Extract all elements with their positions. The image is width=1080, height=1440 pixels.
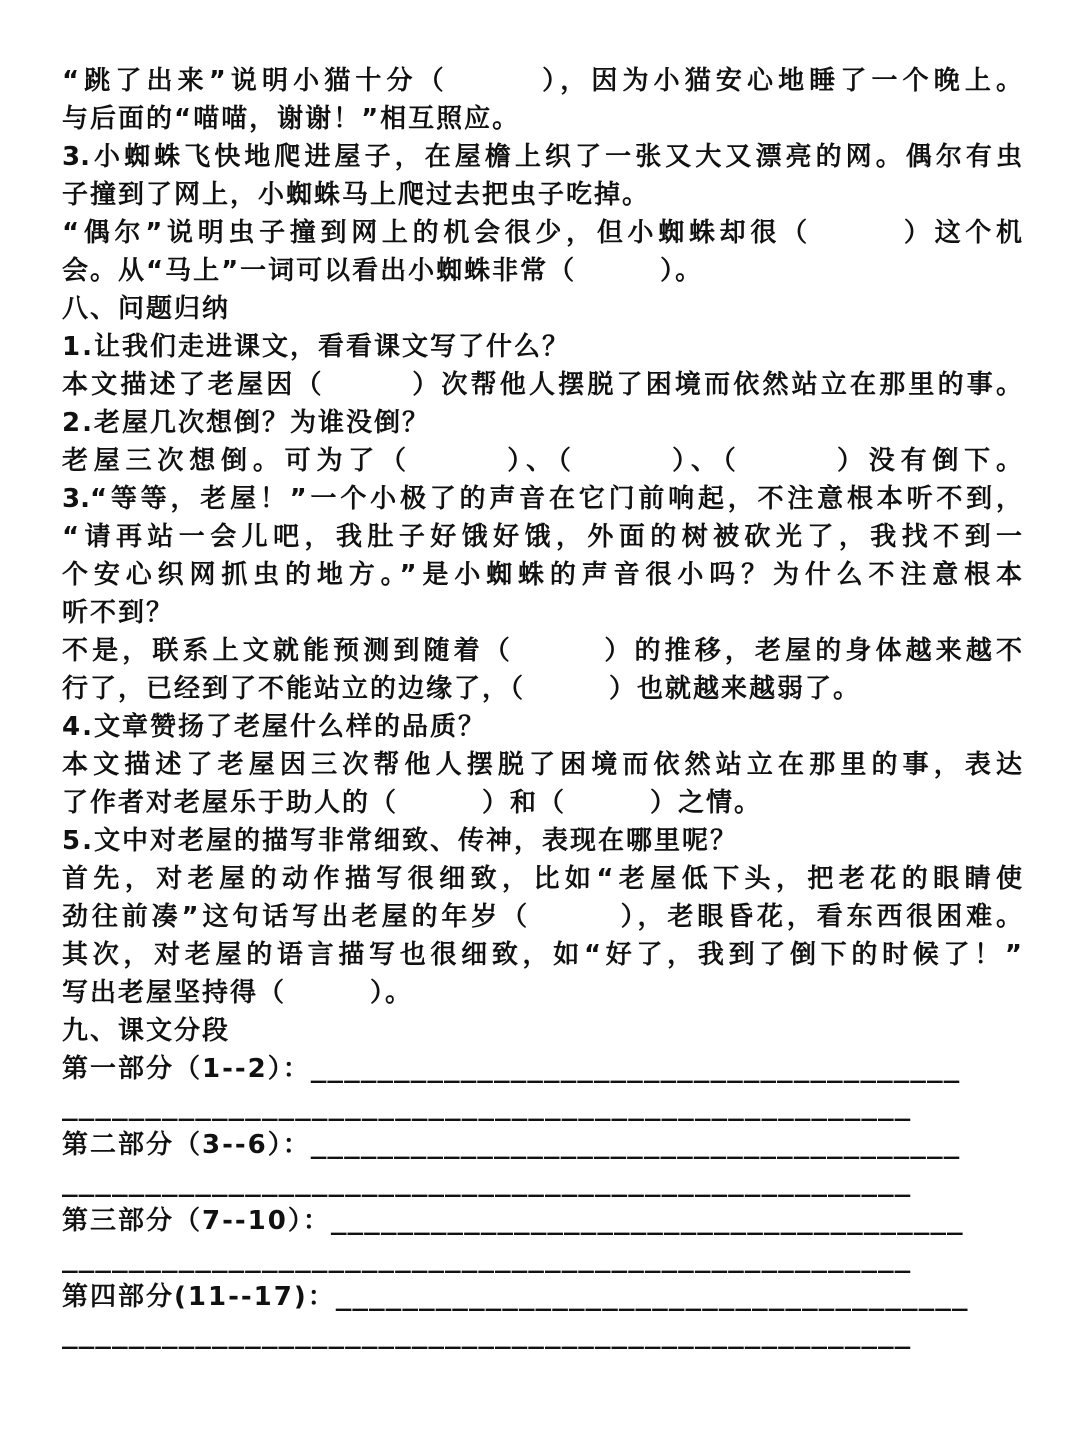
segment-row xyxy=(62,1050,1022,1088)
text-line: 子撞到了网上，小蜘蛛马上爬过去把虫子吃掉。 xyxy=(62,180,651,210)
question: 1.让我们走进课文，看看课文写了什么？ xyxy=(62,332,570,362)
answer-blank[interactable]: ___________________________________________________ xyxy=(62,1168,912,1198)
section-heading: 八、问题归纳 xyxy=(62,294,231,324)
segment-row xyxy=(62,1202,1022,1240)
text-line: 不是，联系上文就能预测到随着（ ）的推移，老屋的身体越来越不 xyxy=(62,636,1022,666)
text-line: 了作者对老屋乐于助人的（ ）和（ ）之情。 xyxy=(62,788,763,818)
text-line: 行了，已经到了不能站立的边缘了，（ ）也就越来越弱了。 xyxy=(62,674,862,704)
answer-blank[interactable]: _______________________________________ xyxy=(310,1054,961,1084)
text-line: 本文描述了老屋因（ ）次帮他人摆脱了困境而依然站立在那里的事。 xyxy=(62,370,1022,400)
answer-blank[interactable]: _______________________________________ xyxy=(310,1130,961,1160)
text-line: “偶尔”说明虫子撞到网上的机会很少，但小蜘蛛却很（ ）这个机 xyxy=(62,218,1022,248)
question: 3.“等等，老屋！”一个小极了的声音在它门前响起，不注意根本听不到， xyxy=(62,484,1022,514)
text-line: 其次，对老屋的语言描写也很细致，如“好了，我到了倒下的时候了！” xyxy=(62,940,1022,970)
text-line: 老屋三次想倒。可为了（ ）、（ ）、（ ）没有倒下。 xyxy=(62,446,1022,476)
segment-row xyxy=(62,1278,1022,1316)
worksheet-page xyxy=(62,62,1022,1354)
text-line: “请再站一会儿吧，我肚子好饿好饿，外面的树被砍光了，我找不到一 xyxy=(62,522,1022,552)
segment-label: 第二部分（3--6）： xyxy=(62,1130,311,1160)
text-line: 与后面的“喵喵，谢谢！”相互照应。 xyxy=(62,104,521,134)
text-line: 首先，对老屋的动作描写很细致，比如“老屋低下头，把老花的眼睛使 xyxy=(62,864,1022,894)
segment-label: 第四部分(11--17)： xyxy=(62,1282,336,1312)
question: 2.老屋几次想倒？为谁没倒？ xyxy=(62,408,430,438)
answer-blank[interactable]: ______________________________________ xyxy=(330,1206,964,1236)
question: 4.文章赞扬了老屋什么样的品质？ xyxy=(62,712,486,742)
answer-blank[interactable]: ______________________________________ xyxy=(335,1282,969,1312)
text-line: 写出老屋坚持得（ ）。 xyxy=(62,978,414,1008)
segment-row xyxy=(62,1126,1022,1164)
segment-label: 第三部分（7--10）： xyxy=(62,1206,331,1236)
answer-blank[interactable]: ___________________________________________________ xyxy=(62,1092,912,1122)
text-line: “跳了出来”说明小猫十分（ ），因为小猫安心地睡了一个晚上。 xyxy=(62,66,1022,96)
section-heading: 九、课文分段 xyxy=(62,1016,231,1046)
text-line: 劲往前凑”这句话写出老屋的年岁（ ），老眼昏花，看东西很困难。 xyxy=(62,902,1022,932)
answer-blank[interactable]: ___________________________________________________ xyxy=(62,1244,912,1274)
text-line: 听不到？ xyxy=(62,598,175,628)
question: 5.文中对老屋的描写非常细致、传神，表现在哪里呢？ xyxy=(62,826,738,856)
answer-blank[interactable]: ___________________________________________________ xyxy=(62,1320,912,1350)
text-line: 个安心织网抓虫的地方。”是小蜘蛛的声音很小吗？为什么不注意根本 xyxy=(62,560,1022,590)
text-line: 会。从“马上”一词可以看出小蜘蛛非常（ ）。 xyxy=(62,256,704,286)
text-line: 3.小蜘蛛飞快地爬进屋子，在屋檐上织了一张又大又漂亮的网。偶尔有虫 xyxy=(62,142,1022,172)
text-line: 本文描述了老屋因三次帮他人摆脱了困境而依然站立在那里的事，表达 xyxy=(62,750,1022,780)
segment-label: 第一部分（1--2）： xyxy=(62,1054,311,1084)
